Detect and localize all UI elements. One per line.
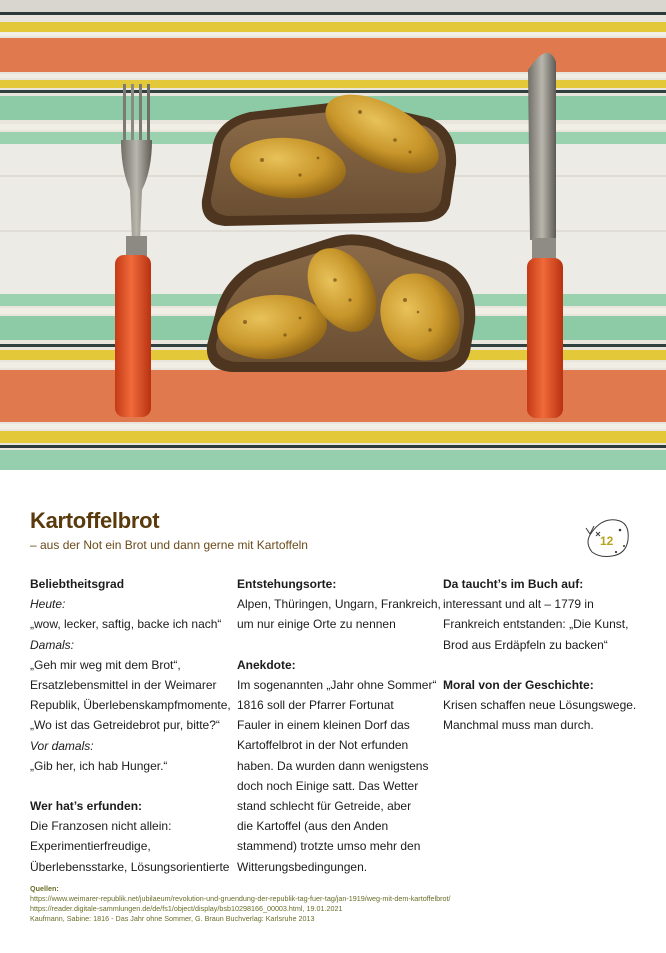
line-origin-1: Alpen, Thüringen, Ungarn, Frankreich, (237, 597, 441, 612)
line-heute-quote: „wow, lecker, saftig, backe ich nach“ (30, 617, 222, 632)
column-book (443, 574, 643, 735)
source-link-2[interactable]: https://reader.digitale-sammlungen.de/de/fs1/object/display/bsb10298166_00003.html, 19.01.2021 (30, 904, 343, 913)
line-moral-1: Krisen schaffen neue Lösungswege. (443, 698, 637, 713)
heading-inventor: Wer hat’s erfunden: (30, 799, 143, 814)
line-heute: Heute: (30, 597, 66, 612)
line-damals-3: Republik, Überlebenskampfmomente, (30, 698, 231, 713)
line-anecdote-3: Fauler in einem kleinen Dorf das (237, 718, 410, 733)
column-origin (237, 574, 441, 877)
line-book-3: Brod aus Erdäpfeln zu backen“ (443, 637, 608, 652)
line-damals-4: „Wo ist das Getreidebrot pur, bitte?“ (30, 718, 220, 733)
line-anecdote-8: die Kartoffel (aus den Anden (237, 819, 389, 834)
line-inventor-2: Experimentierfreudige, (30, 839, 151, 854)
line-damals-1: „Geh mir weg mit dem Brot“, (30, 657, 181, 672)
heading-popularity: Beliebtheitsgrad (30, 577, 125, 591)
line-anecdote-6: doch noch Einige satt. Das Wetter (237, 778, 419, 793)
sources-heading: Quellen: (30, 884, 59, 893)
line-anecdote-10: Witterungsbedingungen. (237, 859, 368, 874)
bread-with-potatoes-photo (0, 0, 666, 470)
heading-book: Da taucht’s im Buch auf: (443, 577, 584, 591)
sources (30, 884, 451, 924)
page-subtitle: – aus der Not ein Brot und dann gerne mit Kartoffeln (30, 538, 308, 552)
line-anecdote-4: Kartoffelbrot in der Not erfunden (237, 738, 409, 753)
line-anecdote-1: Im sogenannten „Jahr ohne Sommer“ (237, 677, 437, 692)
page-title: Kartoffelbrot (30, 508, 160, 533)
line-book-1: interessant und alt – 1779 in (443, 597, 594, 612)
column-popularity (30, 574, 230, 877)
line-anecdote-9: stammend) trotzte umso mehr den (237, 839, 421, 854)
line-vor-damals-quote: „Gib her, ich hab Hunger.“ (30, 758, 168, 773)
line-moral-2: Manchmal muss man durch. (443, 718, 594, 733)
line-anecdote-5: haben. Da wurden dann wenigstens (237, 758, 429, 773)
line-inventor-1: Die Franzosen nicht allein: (30, 819, 172, 834)
line-book-2: Frankreich entstanden: „Die Kunst, (443, 617, 629, 632)
source-book: Kaufmann, Sabine: 1816 - Das Jahr ohne Sommer, G. Braun Buchverlag: Karlsruhe 2013 (30, 914, 315, 923)
heading-anecdote: Anekdote: (237, 657, 296, 672)
heading-origin: Entstehungsorte: (237, 577, 337, 591)
line-anecdote-7: stand schlecht für Getreide, aber (237, 799, 412, 814)
line-vor-damals: Vor damals: (30, 738, 94, 753)
line-damals: Damals: (30, 637, 75, 652)
line-inventor-3: Überlebensstarke, Lösungsorientierte (30, 859, 230, 874)
line-origin-2: um nur einige Orte zu nennen (237, 617, 396, 632)
line-anecdote-2: 1816 soll der Pfarrer Fortunat (237, 698, 394, 713)
source-link-1[interactable]: https://www.weimarer-republik.net/jubilaeum/revolution-und-gruendung-der-republik-tag-fuer-tag/jan-1919/weg-mit-dem-kartoffelbrot/ (30, 894, 451, 903)
line-damals-2: Ersatzlebensmittel in der Weimarer (30, 678, 217, 693)
recipe-number: 12 (600, 534, 614, 548)
heading-moral: Moral von der Geschichte: (443, 677, 594, 692)
